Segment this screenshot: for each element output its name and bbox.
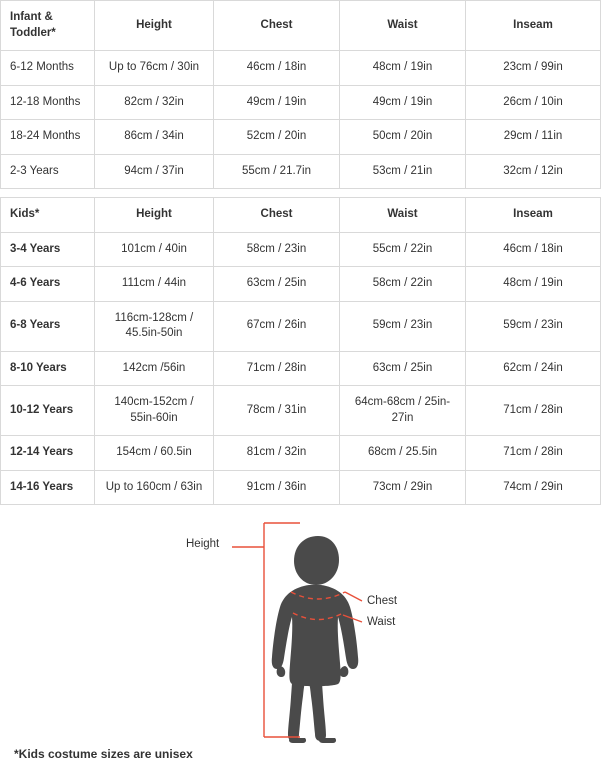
- column-header-chest: Chest: [214, 1, 340, 51]
- child-figure-illustration: [0, 505, 600, 743]
- row-label: 6-12 Months: [1, 51, 95, 86]
- table-spacer: [0, 189, 600, 197]
- cell-waist: 59cm / 23in: [340, 301, 466, 351]
- row-label: 4-6 Years: [1, 267, 95, 302]
- row-label: 3-4 Years: [1, 232, 95, 267]
- column-header-chest: Chest: [214, 198, 340, 233]
- cell-waist: 63cm / 25in: [340, 351, 466, 386]
- table-header-row: [1, 198, 601, 233]
- cell-chest: 91cm / 36in: [214, 470, 340, 505]
- column-header-age: Infant & Toddler*: [1, 1, 95, 51]
- cell-chest: 52cm / 20in: [214, 120, 340, 155]
- height-measurement-label: Height: [186, 538, 220, 551]
- cell-chest: 58cm / 23in: [214, 232, 340, 267]
- cell-inseam: 59cm / 23in: [466, 301, 601, 351]
- cell-waist: 68cm / 25.5in: [340, 436, 466, 471]
- child-silhouette: [272, 536, 359, 743]
- table-row: [1, 436, 601, 471]
- column-header-height: Height: [95, 1, 214, 51]
- chest-measurement-label: Chest: [367, 595, 398, 608]
- cell-inseam: 26cm / 10in: [466, 85, 601, 120]
- cell-chest: 78cm / 31in: [214, 386, 340, 436]
- footnote-text: *Kids costume sizes are unisex: [14, 747, 193, 761]
- cell-waist: 49cm / 19in: [340, 85, 466, 120]
- table-row: [1, 85, 601, 120]
- table-row: [1, 154, 601, 189]
- cell-waist: 48cm / 19in: [340, 51, 466, 86]
- cell-inseam: 74cm / 29in: [466, 470, 601, 505]
- cell-height: 86cm / 34in: [95, 120, 214, 155]
- height-guide-line: [232, 523, 300, 737]
- infant-toddler-size-table: [0, 0, 601, 189]
- cell-inseam: 46cm / 18in: [466, 232, 601, 267]
- cell-height: Up to 76cm / 30in: [95, 51, 214, 86]
- kids-size-table: [0, 197, 601, 505]
- cell-chest: 71cm / 28in: [214, 351, 340, 386]
- column-header-age: Kids*: [1, 198, 95, 233]
- column-header-waist: Waist: [340, 1, 466, 51]
- cell-height: 154cm / 60.5in: [95, 436, 214, 471]
- cell-chest: 67cm / 26in: [214, 301, 340, 351]
- cell-waist: 58cm / 22in: [340, 267, 466, 302]
- row-label: 10-12 Years: [1, 386, 95, 436]
- cell-waist: 73cm / 29in: [340, 470, 466, 505]
- table-row: [1, 470, 601, 505]
- table-header-row: [1, 1, 601, 51]
- table-row: [1, 301, 601, 351]
- cell-inseam: 62cm / 24in: [466, 351, 601, 386]
- cell-inseam: 29cm / 11in: [466, 120, 601, 155]
- cell-chest: 55cm / 21.7in: [214, 154, 340, 189]
- row-label: 12-14 Years: [1, 436, 95, 471]
- row-label: 2-3 Years: [1, 154, 95, 189]
- measurement-diagram: [0, 505, 600, 743]
- cell-chest: 46cm / 18in: [214, 51, 340, 86]
- chest-leader-line: [345, 592, 362, 601]
- table-row: [1, 351, 601, 386]
- cell-inseam: 71cm / 28in: [466, 386, 601, 436]
- table-row: [1, 51, 601, 86]
- cell-chest: 81cm / 32in: [214, 436, 340, 471]
- cell-inseam: 23cm / 99in: [466, 51, 601, 86]
- cell-inseam: 48cm / 19in: [466, 267, 601, 302]
- cell-height: 82cm / 32in: [95, 85, 214, 120]
- row-label: 12-18 Months: [1, 85, 95, 120]
- cell-height: Up to 160cm / 63in: [95, 470, 214, 505]
- table-row: [1, 386, 601, 436]
- table-row: [1, 267, 601, 302]
- cell-inseam: 32cm / 12in: [466, 154, 601, 189]
- waist-measurement-label: Waist: [367, 616, 396, 629]
- cell-height: 140cm-152cm / 55in-60in: [95, 386, 214, 436]
- cell-chest: 49cm / 19in: [214, 85, 340, 120]
- cell-height: 94cm / 37in: [95, 154, 214, 189]
- cell-waist: 53cm / 21in: [340, 154, 466, 189]
- table-row: [1, 232, 601, 267]
- cell-chest: 63cm / 25in: [214, 267, 340, 302]
- cell-waist: 55cm / 22in: [340, 232, 466, 267]
- cell-height: 111cm / 44in: [95, 267, 214, 302]
- cell-inseam: 71cm / 28in: [466, 436, 601, 471]
- column-header-height: Height: [95, 198, 214, 233]
- column-header-inseam: Inseam: [466, 1, 601, 51]
- cell-waist: 50cm / 20in: [340, 120, 466, 155]
- table-row: [1, 120, 601, 155]
- row-label: 8-10 Years: [1, 351, 95, 386]
- row-label: 18-24 Months: [1, 120, 95, 155]
- column-header-inseam: Inseam: [466, 198, 601, 233]
- row-label: 14-16 Years: [1, 470, 95, 505]
- cell-height: 116cm-128cm / 45.5in-50in: [95, 301, 214, 351]
- row-label: 6-8 Years: [1, 301, 95, 351]
- cell-height: 101cm / 40in: [95, 232, 214, 267]
- column-header-waist: Waist: [340, 198, 466, 233]
- cell-height: 142cm /56in: [95, 351, 214, 386]
- cell-waist: 64cm-68cm / 25in-27in: [340, 386, 466, 436]
